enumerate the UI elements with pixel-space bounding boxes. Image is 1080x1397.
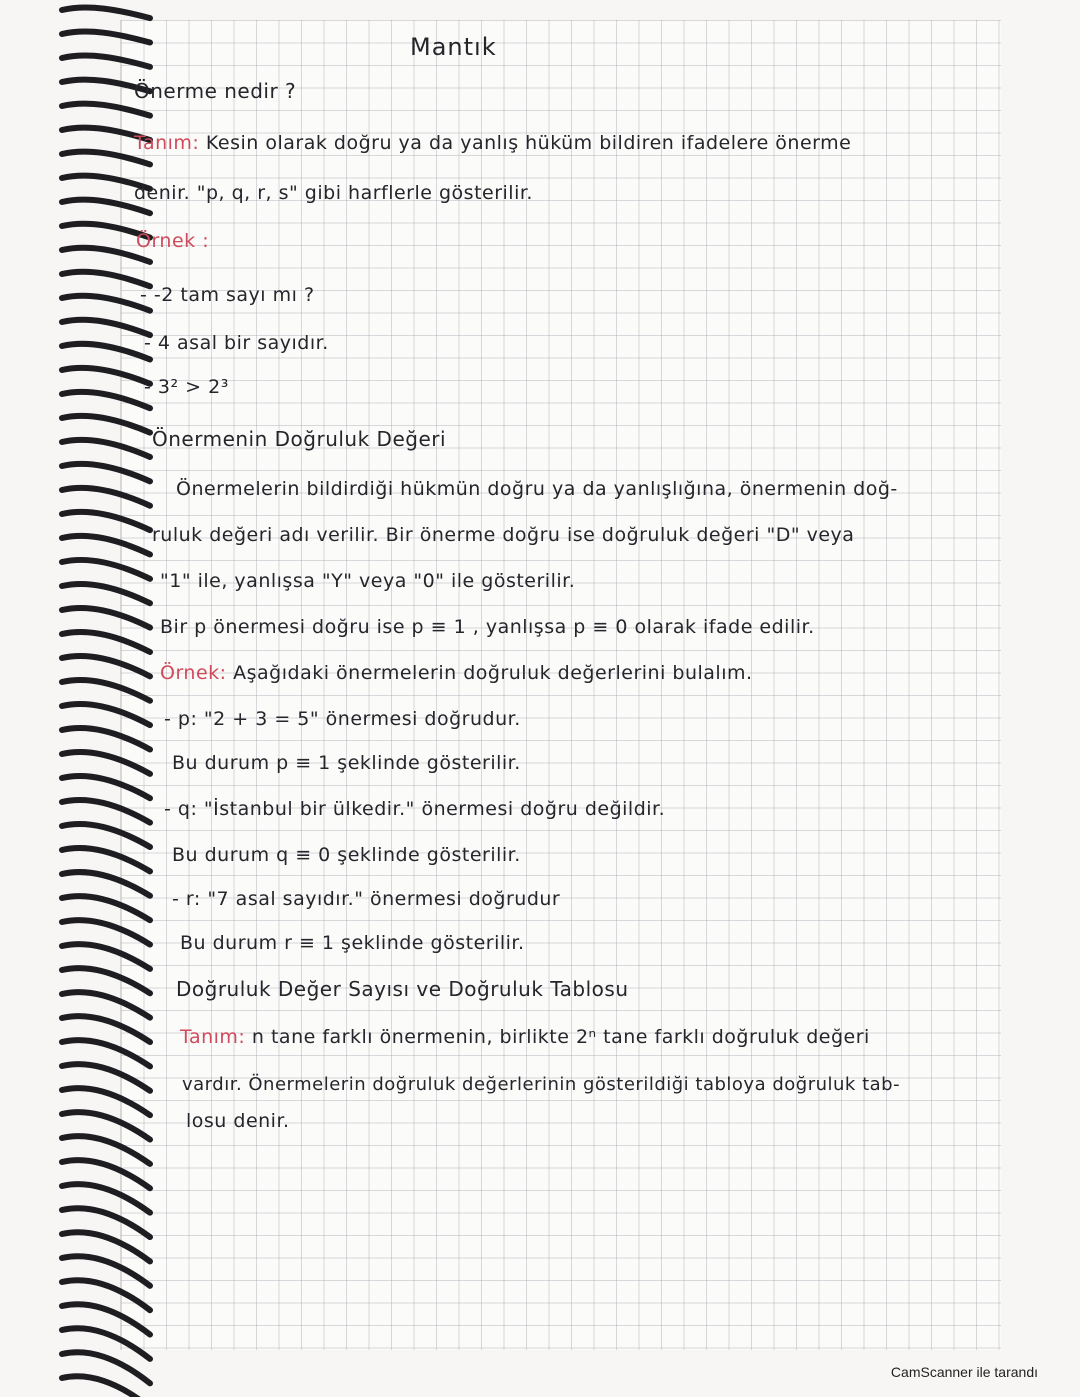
spiral-ring	[62, 296, 150, 311]
example-2-line: - q: "İstanbul bir ülkedir." önermesi doğru değildir.	[164, 798, 666, 820]
example-2-line: Bu durum p ≡ 1 şeklinde gösterilir.	[172, 752, 521, 774]
spiral-ring	[62, 800, 150, 823]
spiral-ring	[62, 440, 150, 457]
spiral-ring	[62, 848, 150, 871]
spiral-ring	[62, 488, 150, 506]
truth-line-1: Önermelerin bildirdiği hükmün doğru ya da yanlışlığına, önermenin doğ-	[176, 478, 898, 500]
spiral-ring	[62, 728, 150, 749]
spiral-ring	[62, 944, 150, 969]
example-2-line: Bu durum r ≡ 1 şeklinde gösterilir.	[180, 932, 525, 954]
example-item: - 3² > 2³	[144, 376, 229, 398]
spiral-binding	[58, 0, 158, 1397]
spiral-ring	[62, 656, 150, 676]
definition-2-line-1	[180, 1026, 870, 1048]
spiral-ring	[62, 104, 150, 116]
spiral-ring	[62, 560, 150, 579]
spiral-ring	[62, 512, 150, 530]
example-2-intro	[160, 662, 753, 684]
example-2-text: Aşağıdaki önermelerin doğruluk değerlerini bulalım.	[233, 662, 753, 684]
spiral-ring	[62, 368, 150, 384]
spiral-ring	[62, 320, 150, 335]
spiral-ring	[62, 56, 150, 67]
spiral-ring	[62, 704, 150, 725]
spiral-ring	[62, 464, 150, 481]
spiral-ring	[62, 416, 150, 433]
spiral-ring	[62, 920, 150, 944]
spiral-ring	[62, 584, 150, 603]
definition-2-label: Tanım:	[180, 1026, 246, 1048]
spiral-ring	[62, 272, 150, 287]
definition-2-line-3: losu denir.	[186, 1110, 290, 1132]
grid-paper	[120, 20, 1001, 1350]
definition-1-line-2: denir. "p, q, r, s" gibi harflerle gösterilir.	[134, 182, 533, 204]
spiral-ring	[62, 536, 150, 555]
example-2-line: Bu durum q ≡ 0 şeklinde gösterilir.	[172, 844, 521, 866]
example-item: - 4 asal bir sayıdır.	[144, 332, 329, 354]
definition-1-text: Kesin olarak doğru ya da yanlış hüküm bildiren ifadelere önerme	[205, 132, 852, 154]
spiral-ring	[62, 392, 150, 408]
definition-2-line-2: vardır. Önermelerin doğruluk değerlerinin gösterildiği tabloya doğruluk tab-	[182, 1074, 901, 1095]
spiral-ring	[62, 632, 150, 652]
example-item: - -2 tam sayı mı ?	[140, 284, 315, 306]
spiral-ring	[62, 32, 150, 43]
spiral-ring	[62, 8, 150, 19]
example-2-line: - p: "2 + 3 = 5" önermesi doğrudur.	[164, 708, 521, 730]
spiral-ring	[62, 1376, 150, 1397]
question-heading: Önerme nedir ?	[134, 79, 297, 103]
example-label: Örnek :	[136, 230, 210, 252]
definition-1-line-1	[134, 132, 851, 154]
page-title: Mantık	[410, 33, 497, 61]
truth-line-4: Bir p önermesi doğru ise p ≡ 1 , yanlışsa p ≡ 0 olarak ifade edilir.	[160, 616, 815, 638]
example-2-line: - r: "7 asal sayıdır." önermesi doğrudur	[172, 888, 561, 910]
spiral-ring	[62, 896, 150, 920]
definition-2-text: n tane farklı önermenin, birlikte 2ⁿ tane farklı doğruluk değeri	[251, 1026, 870, 1048]
scanner-watermark: CamScanner ile tarandı	[890, 1364, 1038, 1380]
spiral-ring	[62, 776, 150, 798]
section-1-heading: Önermenin Doğruluk Değeri	[152, 427, 447, 451]
spiral-ring	[62, 608, 150, 628]
section-2-heading: Doğruluk Değer Sayısı ve Doğruluk Tablosu	[176, 977, 629, 1001]
spiral-ring	[62, 680, 150, 701]
definition-1-label: Tanım:	[134, 132, 200, 154]
spiral-ring	[62, 344, 150, 360]
truth-line-2: ruluk değeri adı verilir. Bir önerme doğru ise doğruluk değeri "D" veya	[152, 524, 855, 546]
spiral-ring	[62, 752, 150, 774]
spiral-ring	[62, 872, 150, 896]
truth-line-3: "1" ile, yanlışsa "Y" veya "0" ile gösterilir.	[160, 570, 576, 592]
spiral-ring	[62, 824, 150, 847]
example-2-label: Örnek:	[160, 662, 227, 684]
